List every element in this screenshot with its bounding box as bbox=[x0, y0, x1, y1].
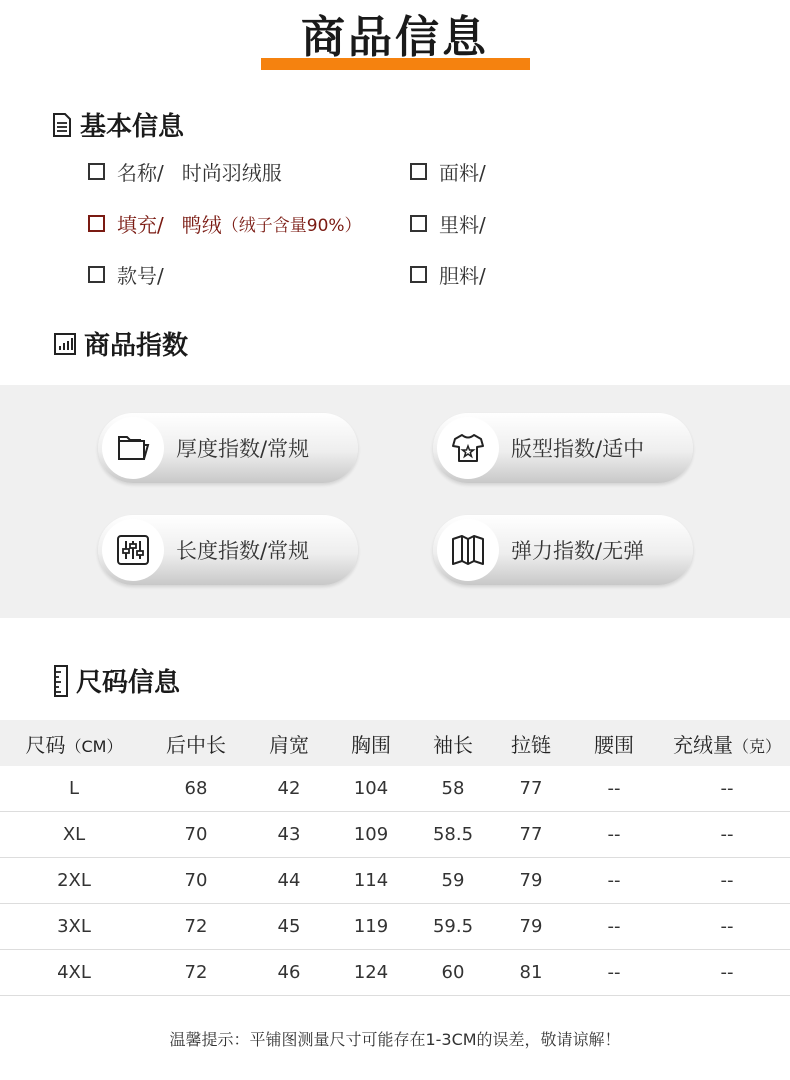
product-index-panel bbox=[0, 385, 790, 618]
page-title: 商品信息 bbox=[301, 12, 489, 63]
table-cell: 2XL bbox=[57, 870, 91, 891]
checkbox[interactable] bbox=[88, 266, 105, 283]
table-cell: -- bbox=[720, 962, 734, 983]
index-text: 版型指数/适中 bbox=[511, 437, 645, 461]
basic-info-heading-text: 基本信息 bbox=[80, 112, 185, 142]
info-item-fabric bbox=[410, 156, 504, 186]
table-cell: -- bbox=[607, 870, 621, 891]
ruler-icon bbox=[54, 665, 68, 697]
checkbox[interactable] bbox=[410, 266, 427, 283]
table-row bbox=[0, 766, 790, 812]
page-header bbox=[0, 0, 790, 80]
header-cell: 肩宽 bbox=[269, 732, 309, 757]
info-label: 名称/ bbox=[117, 160, 164, 185]
index-pill-elasticity bbox=[433, 515, 693, 585]
tshirt-icon bbox=[437, 417, 499, 479]
header-cell: 胸围 bbox=[351, 732, 391, 757]
info-label: 填充/ bbox=[117, 212, 164, 237]
table-cell: 77 bbox=[519, 824, 543, 845]
table-cell: 104 bbox=[353, 778, 389, 799]
table-cell: -- bbox=[607, 962, 621, 983]
info-item-name bbox=[88, 156, 282, 186]
table-cell: 3XL bbox=[57, 916, 91, 937]
table-cell: 114 bbox=[353, 870, 389, 891]
info-value: 鸭绒 bbox=[181, 212, 222, 237]
header-cell: 袖长 bbox=[433, 732, 473, 757]
table-cell: 77 bbox=[519, 778, 543, 799]
table-cell: 4XL bbox=[57, 962, 91, 983]
table-cell: 43 bbox=[277, 824, 301, 845]
table-cell: 58.5 bbox=[432, 824, 474, 845]
table-cell: 46 bbox=[277, 962, 301, 983]
table-cell: -- bbox=[607, 916, 621, 937]
checkbox[interactable] bbox=[410, 163, 427, 180]
info-item-inner bbox=[410, 259, 504, 289]
table-cell: 109 bbox=[353, 824, 389, 845]
table-cell: 72 bbox=[184, 962, 208, 983]
product-index-heading-text: 商品指数 bbox=[84, 331, 189, 361]
table-cell: 81 bbox=[519, 962, 543, 983]
header-cell: 腰围 bbox=[594, 732, 634, 757]
info-label: 胆料/ bbox=[439, 263, 486, 288]
info-label: 里料/ bbox=[439, 212, 486, 237]
index-text: 弹力指数/无弹 bbox=[511, 539, 645, 563]
table-cell: 79 bbox=[519, 916, 543, 937]
product-index-heading bbox=[54, 325, 188, 362]
info-value: 时尚羽绒服 bbox=[181, 160, 282, 185]
header-cell: 后中长 bbox=[166, 732, 226, 757]
info-item-lining bbox=[410, 208, 504, 238]
size-table bbox=[0, 720, 790, 996]
table-cell: -- bbox=[607, 778, 621, 799]
table-cell: 70 bbox=[184, 870, 208, 891]
index-text: 厚度指数/常规 bbox=[176, 437, 310, 461]
size-table-header bbox=[0, 720, 790, 766]
info-note: （绒子含量90%） bbox=[221, 215, 362, 236]
table-cell: 79 bbox=[519, 870, 543, 891]
table-cell: -- bbox=[720, 824, 734, 845]
table-cell: -- bbox=[607, 824, 621, 845]
table-row bbox=[0, 904, 790, 950]
table-row bbox=[0, 950, 790, 996]
info-item-filling bbox=[88, 208, 362, 238]
footer-note: 温馨提示：平铺图测量尺寸可能存在1-3CM的误差，敬请谅解！ bbox=[169, 1030, 621, 1049]
table-cell: -- bbox=[720, 870, 734, 891]
table-cell: 68 bbox=[184, 778, 208, 799]
sliders-icon bbox=[102, 519, 164, 581]
table-cell: L bbox=[68, 778, 80, 799]
table-cell: -- bbox=[720, 778, 734, 799]
table-cell: 45 bbox=[277, 916, 301, 937]
folder-icon bbox=[102, 417, 164, 479]
info-label: 面料/ bbox=[439, 160, 486, 185]
table-cell: -- bbox=[720, 916, 734, 937]
basic-info-heading bbox=[52, 106, 184, 143]
table-row bbox=[0, 812, 790, 858]
index-pill-length bbox=[98, 515, 358, 585]
table-row bbox=[0, 858, 790, 904]
table-cell: 58 bbox=[441, 778, 465, 799]
table-cell: 44 bbox=[277, 870, 301, 891]
index-text: 长度指数/常规 bbox=[176, 539, 310, 563]
info-label: 款号/ bbox=[117, 263, 164, 288]
table-cell: 119 bbox=[353, 916, 389, 937]
index-pill-thickness bbox=[98, 413, 358, 483]
header-cell-size: 尺码（CM） bbox=[25, 732, 123, 757]
table-cell: 42 bbox=[277, 778, 301, 799]
table-cell: 60 bbox=[441, 962, 465, 983]
table-cell: 72 bbox=[184, 916, 208, 937]
bar-chart-icon bbox=[54, 333, 76, 355]
table-cell: 70 bbox=[184, 824, 208, 845]
table-cell: 59.5 bbox=[432, 916, 474, 937]
header-cell-fill: 充绒量（克） bbox=[672, 732, 781, 757]
table-cell: 59 bbox=[441, 870, 465, 891]
table-cell: 124 bbox=[353, 962, 389, 983]
document-icon bbox=[52, 113, 72, 137]
size-info-heading-text: 尺码信息 bbox=[76, 668, 181, 698]
info-item-style-no bbox=[88, 259, 182, 289]
size-info-heading bbox=[54, 662, 180, 699]
table-cell: XL bbox=[62, 824, 86, 845]
checkbox[interactable] bbox=[88, 163, 105, 180]
header-cell: 拉链 bbox=[511, 732, 551, 757]
checkbox[interactable] bbox=[88, 215, 105, 232]
checkbox[interactable] bbox=[410, 215, 427, 232]
index-pill-fit bbox=[433, 413, 693, 483]
folded-map-icon bbox=[437, 519, 499, 581]
